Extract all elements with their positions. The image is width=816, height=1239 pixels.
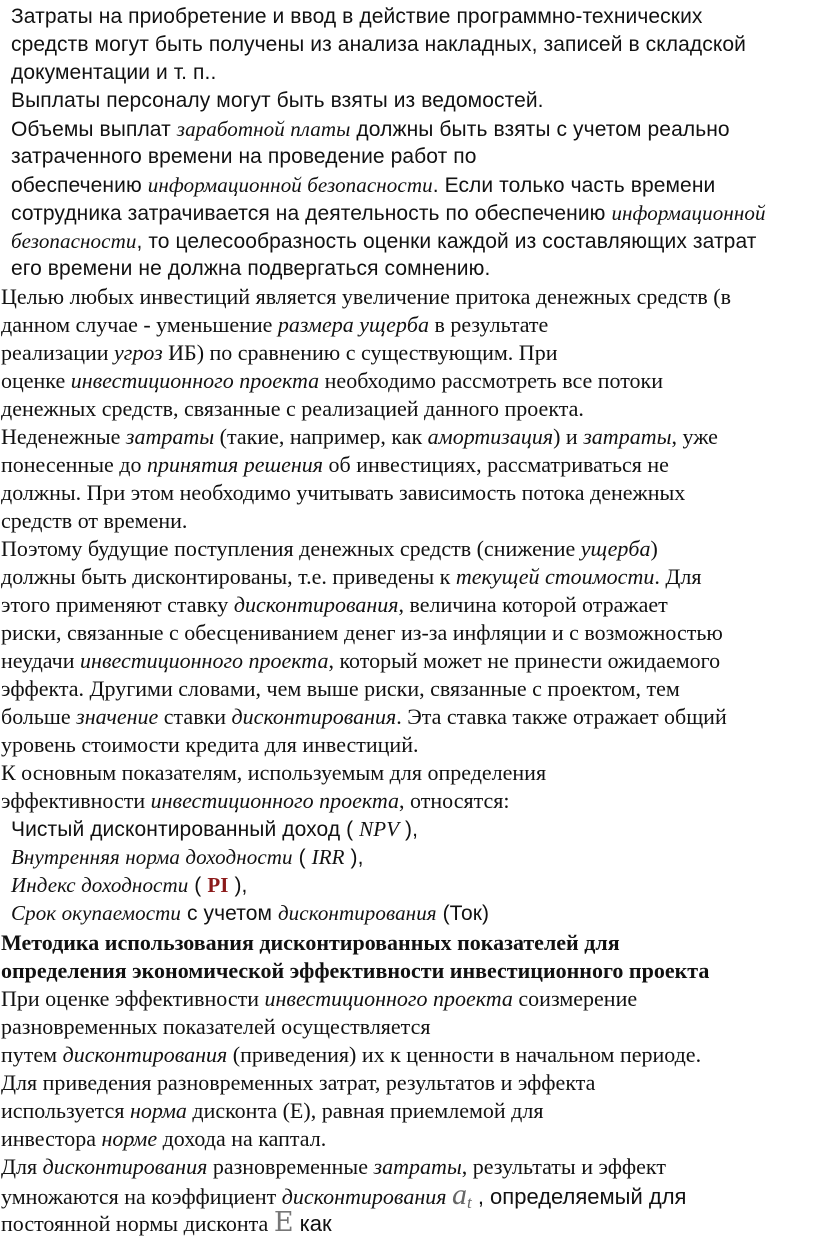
- text-line: [11, 199, 766, 228]
- text-line: [1, 787, 509, 815]
- text-run: оценке: [1, 368, 71, 393]
- text-line: [1, 423, 718, 451]
- text-run: , величина которой отражает: [398, 592, 668, 617]
- text-line: [11, 171, 715, 200]
- text-run: Для: [1, 1154, 43, 1179]
- text-line: [1, 1125, 326, 1153]
- text-run: Затраты на приобретение и ввод в действие программно-технических: [11, 5, 703, 28]
- text-line: [1, 985, 637, 1013]
- text-line: [11, 227, 756, 256]
- text-run: безопасности: [11, 229, 137, 253]
- text-run: информационной безопасности: [147, 173, 433, 197]
- text-run: соизмерение: [512, 986, 638, 1011]
- text-run: (такие, например, как: [214, 424, 428, 449]
- text-run: средств могут быть получены из анализа накладных, записей в складской: [11, 33, 746, 56]
- text-run: инвестиционного проекта: [80, 648, 329, 673]
- text-run: неудачи: [1, 648, 81, 673]
- text-run: затраты: [583, 424, 672, 449]
- text-run: этого применяют ставку: [1, 592, 234, 617]
- text-line: [1, 1041, 701, 1069]
- text-run: (: [292, 846, 312, 869]
- text-run: , результаты и эффект: [461, 1154, 666, 1179]
- text-run: норме: [101, 1126, 158, 1151]
- text-run: дохода на каптал.: [157, 1126, 327, 1151]
- text-run: (Ток): [436, 902, 490, 925]
- text-run: текущей стоимости: [455, 564, 655, 589]
- text-line: [1, 563, 701, 591]
- text-run: . Если только часть времени: [432, 174, 716, 197]
- text-run: должны быть дисконтированы, т.е. приведены к: [1, 564, 456, 589]
- text-line: [1, 703, 727, 731]
- text-run: принятия решения: [146, 452, 323, 477]
- text-run: Объемы выплат: [11, 118, 177, 141]
- text-run: инвестиционного проекта: [70, 368, 320, 393]
- text-run: ),: [228, 874, 248, 897]
- text-run: сотрудника затрачивается на деятельность по обеспечению: [11, 202, 612, 225]
- text-run: данном случае - уменьшение: [1, 312, 278, 337]
- text-line: [1, 451, 669, 479]
- text-line: [11, 143, 477, 171]
- text-run: в результате: [428, 312, 549, 337]
- text-line: [1, 675, 680, 703]
- text-run: используется: [1, 1098, 131, 1123]
- text-run: Целью любых инвестиций является увеличение притока денежных средств (в: [1, 284, 731, 309]
- text-line: [1, 535, 658, 563]
- text-run: (приведения) их к ценности в начальном периоде.: [227, 1042, 702, 1067]
- text-run: Поэтому будущие поступления денежных средств (снижение: [1, 536, 581, 561]
- text-line: [1, 619, 723, 647]
- text-line: [1, 759, 546, 787]
- text-run: E: [273, 1207, 294, 1238]
- text-run: IRR: [311, 845, 345, 869]
- text-run: затраты: [373, 1154, 462, 1179]
- text-run: Для приведения разновременных затрат, результатов и эффекта: [1, 1070, 596, 1095]
- text-run: PI: [207, 873, 229, 897]
- text-run: размера ущерба: [277, 312, 429, 337]
- text-line: [1, 1013, 430, 1041]
- text-run: Выплаты персоналу могут быть взяты из ведомостей.: [11, 89, 544, 112]
- text-run: средств от времени.: [1, 508, 188, 533]
- text-run: a: [451, 1178, 467, 1211]
- text-run: понесенные до: [1, 452, 147, 477]
- text-run: эффективности: [1, 788, 151, 813]
- text-run: обеспечению: [11, 174, 148, 197]
- text-line: [1, 929, 620, 957]
- text-run: К основным показателям, используемым для определения: [1, 760, 547, 785]
- text-run: постоянной нормы дисконта: [1, 1211, 274, 1236]
- text-run: угроз: [114, 340, 163, 365]
- text-line: [1, 1097, 543, 1125]
- text-line: [1, 395, 584, 423]
- text-run: об инвестициях, рассматриваться не: [323, 452, 669, 477]
- text-run: документации и т. п..: [11, 61, 217, 84]
- text-run: ИБ) по сравнению с существующим. При: [162, 340, 558, 365]
- text-run: дисконтирования: [233, 592, 399, 617]
- text-line: [1, 339, 557, 367]
- text-run: с учетом: [181, 902, 278, 925]
- text-run: эффекта. Другими словами, чем выше риски, связанные с проектом, тем: [1, 676, 680, 701]
- text-run: . Для: [654, 564, 702, 589]
- text-run: реализации: [1, 340, 115, 365]
- text-run: ущерба: [580, 536, 651, 561]
- text-run: разновременные: [207, 1154, 374, 1179]
- text-line: [11, 87, 544, 115]
- text-run: дисконтирования: [62, 1042, 228, 1067]
- text-run: как: [293, 1211, 332, 1236]
- text-run: , который может не принести ожидаемого: [328, 648, 721, 673]
- text-run: Чистый дисконтированный доход (: [11, 818, 360, 841]
- text-line: [1, 1209, 332, 1238]
- text-run: разновременных показателей осуществляется: [1, 1014, 431, 1039]
- text-run: Неденежные: [1, 424, 126, 449]
- text-run: Срок окупаемости: [11, 901, 182, 925]
- text-run: , то целесообразность оценки каждой из составляющих затрат: [136, 230, 757, 253]
- text-run: денежных средств, связанные с реализацией данного проекта.: [1, 396, 584, 421]
- text-run: дисконтирования: [231, 704, 397, 729]
- text-run: заработной платы: [176, 117, 351, 141]
- text-run: амортизация: [427, 424, 554, 449]
- text-run: дисконтирования: [277, 901, 437, 925]
- text-line: [1, 479, 685, 507]
- text-line: [1, 367, 663, 395]
- text-run: , определяемый для: [471, 1184, 687, 1209]
- text-line: [11, 255, 490, 283]
- text-line: [1, 507, 187, 535]
- text-run: его времени не должна подвергаться сомнению.: [11, 257, 491, 280]
- text-line: [1, 957, 709, 985]
- text-run: путем: [1, 1042, 63, 1067]
- text-line: [11, 815, 418, 844]
- text-run: инвестиционного проекта: [264, 986, 513, 1011]
- text-line: [11, 871, 247, 900]
- text-line: [11, 115, 730, 144]
- text-run: инвестора: [1, 1126, 102, 1151]
- text-run: уровень стоимости кредита для инвестиций.: [1, 732, 419, 757]
- text-run: Индекс доходности: [11, 873, 189, 897]
- text-line: [1, 311, 548, 339]
- text-run: определения экономической эффективности инвестиционного проекта: [1, 958, 710, 983]
- text-run: необходимо рассмотреть все потоки: [319, 368, 664, 393]
- text-run: умножаются на коэффициент: [1, 1184, 282, 1209]
- text-line: [1, 1069, 595, 1097]
- text-run: (: [188, 874, 208, 897]
- text-run: должны быть взяты с учетом реально: [350, 118, 730, 141]
- text-line: [11, 3, 703, 31]
- text-run: затраты: [125, 424, 215, 449]
- text-run: NPV: [359, 817, 400, 841]
- text-line: [11, 899, 489, 928]
- text-run: затраченного времени на проведение работ по: [11, 145, 477, 168]
- text-run: При оценке эффективности: [1, 986, 265, 1011]
- text-run: должны. При этом необходимо учитывать зависимость потока денежных: [1, 480, 686, 505]
- text-line: [1, 1153, 666, 1181]
- text-run: значение: [76, 704, 159, 729]
- text-run: риски, связанные с обесцениванием денег из-за инфляции и с возможностью: [1, 620, 723, 645]
- text-run: t: [466, 1193, 472, 1212]
- text-line: [1, 283, 731, 311]
- text-run: ): [650, 536, 658, 561]
- text-line: [11, 59, 216, 87]
- text-run: , относятся:: [399, 788, 510, 813]
- text-run: , уже: [671, 424, 718, 449]
- text-run: ) и: [553, 424, 584, 449]
- text-run: норма: [130, 1098, 187, 1123]
- text-run: дисконтирования: [281, 1184, 447, 1209]
- text-run: Методика использования дисконтированных показателей для: [1, 930, 620, 955]
- text-run: Внутренняя норма доходности: [11, 845, 293, 869]
- text-line: [1, 731, 418, 759]
- text-run: дисконта (Е), равная приемлемой для: [186, 1098, 544, 1123]
- text-line: [11, 31, 746, 59]
- text-run: инвестиционного проекта: [150, 788, 400, 813]
- text-run: информационной: [611, 201, 766, 225]
- text-run: дисконтирования: [42, 1154, 208, 1179]
- text-run: . Эта ставка также отражает общий: [396, 704, 727, 729]
- text-run: ),: [399, 818, 419, 841]
- text-line: [1, 591, 668, 619]
- text-line: [1, 647, 720, 675]
- text-run: ставки: [158, 704, 232, 729]
- text-line: [11, 843, 364, 872]
- text-run: больше: [1, 704, 77, 729]
- text-run: ),: [344, 846, 364, 869]
